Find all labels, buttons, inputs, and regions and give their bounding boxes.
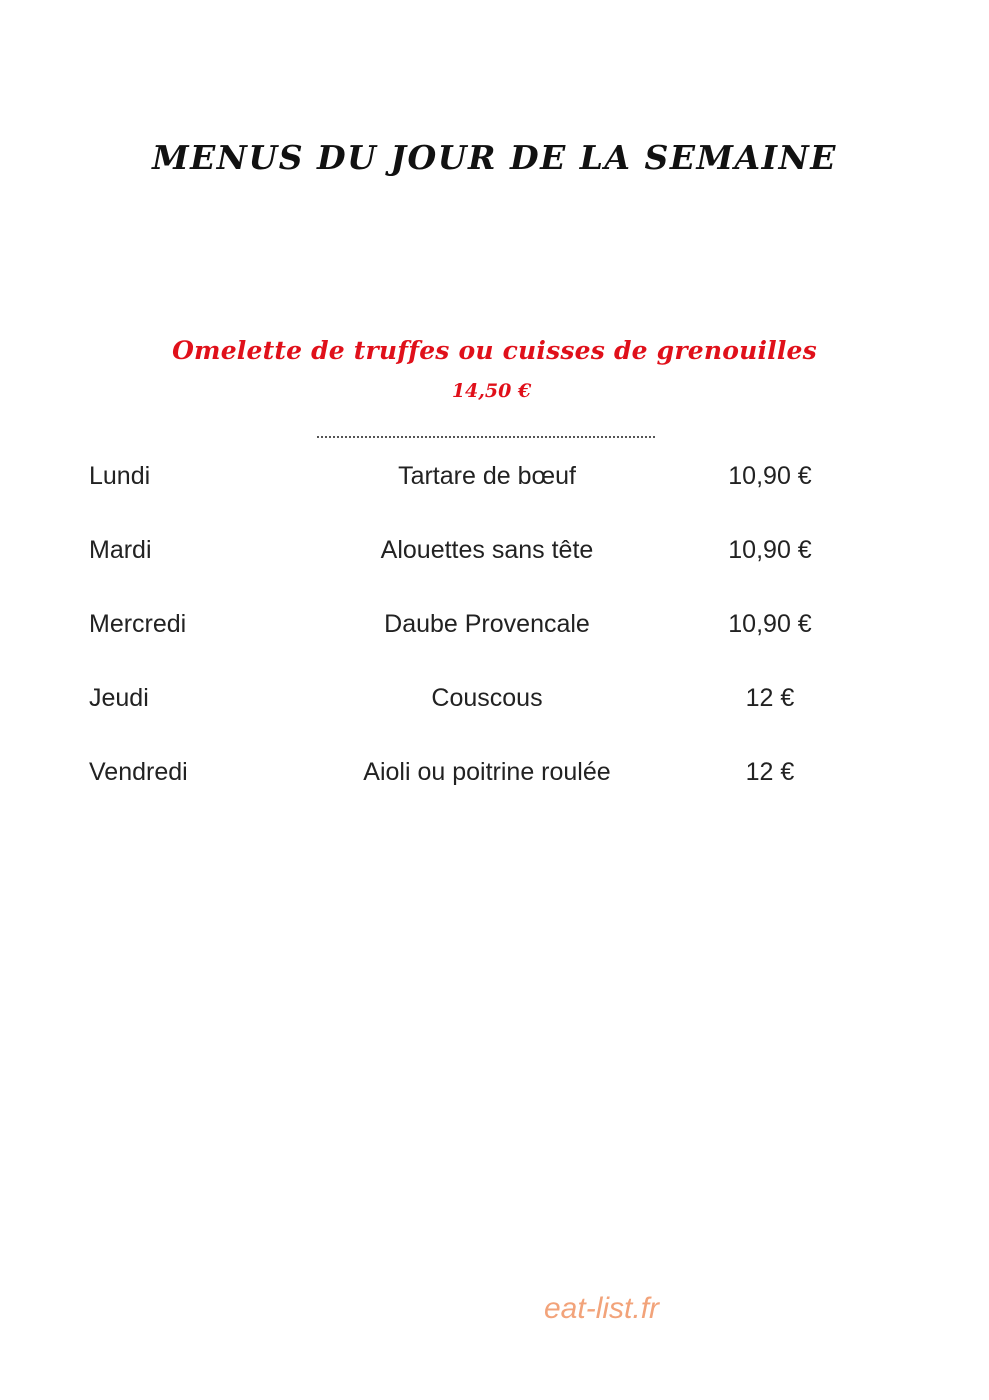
watermark: eat-list.fr [544, 1292, 660, 1325]
menu-day: Jeudi [89, 684, 149, 712]
menu-row-thursday [0, 684, 989, 758]
menu-row-tuesday [0, 536, 989, 610]
menu-price: 12 € [745, 684, 795, 712]
menu-dish: Alouettes sans tête [380, 536, 594, 564]
menu-day: Vendredi [89, 758, 188, 786]
menu-price: 12 € [745, 758, 795, 786]
special-dish: Omelette de truffes ou cuisses de grenouilles [172, 336, 817, 365]
menu-price: 10,90 € [728, 536, 812, 564]
menu-row-friday [0, 758, 989, 832]
menu-dish: Couscous [431, 684, 543, 712]
weekly-menu-list [0, 462, 989, 832]
page-title: MENUS DU JOUR DE LA SEMAINE [152, 138, 837, 177]
menu-dish: Aioli ou poitrine roulée [363, 758, 611, 786]
menu-dish: Daube Provencale [384, 610, 590, 638]
menu-day: Mercredi [89, 610, 187, 638]
menu-row-monday [0, 462, 989, 536]
menu-price: 10,90 € [728, 610, 812, 638]
menu-dish: Tartare de bœuf [398, 462, 576, 490]
dotted-divider [317, 436, 655, 438]
menu-day: Mardi [89, 536, 152, 564]
menu-price: 10,90 € [728, 462, 812, 490]
menu-row-wednesday [0, 610, 989, 684]
special-price: 14,50 € [451, 380, 532, 402]
menu-day: Lundi [89, 462, 151, 490]
